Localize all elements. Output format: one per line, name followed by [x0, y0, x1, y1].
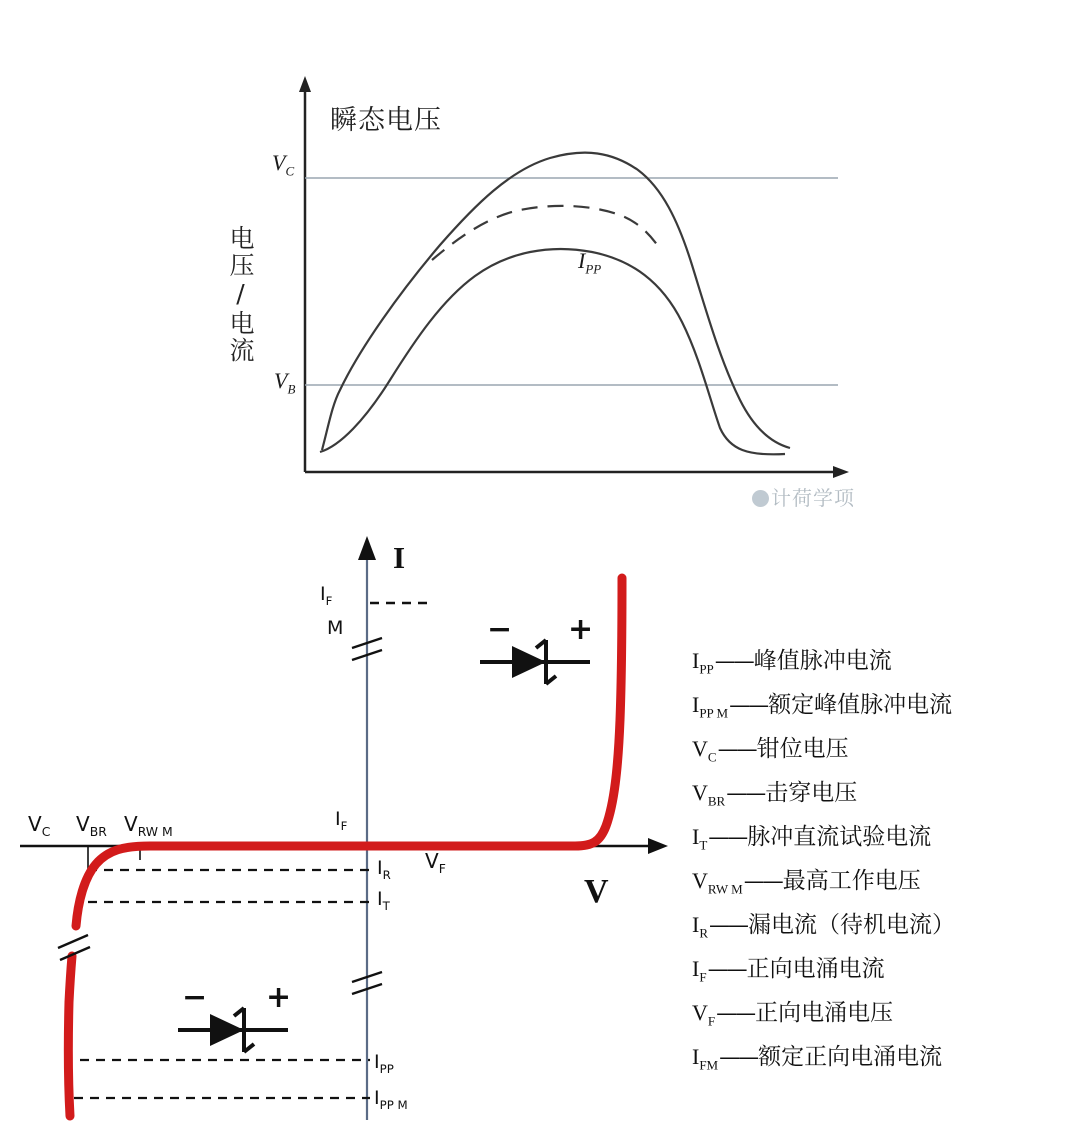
legend-item: [692, 642, 1070, 686]
legend-item: [692, 686, 1070, 730]
vf-label: $V_F$: [425, 849, 446, 876]
legend-text: 峰值脉冲电流: [753, 648, 892, 674]
legend-text: 最高工作电压: [782, 868, 921, 894]
legend-symbol: $V_{RW M}$: [692, 868, 743, 897]
legend-item: [692, 950, 1070, 994]
watermark-logo-icon: [752, 490, 769, 507]
vc-label: $V_C$: [28, 812, 51, 839]
legend-dash: ——: [729, 693, 768, 717]
ipp-label: $I_{PP}$: [374, 1051, 394, 1076]
legend-symbol: $V_F$: [692, 1000, 716, 1029]
ifm-label-second-line: M: [327, 617, 344, 639]
transient-voltage-figure: [200, 60, 880, 510]
legend-text: 正向电涌电流: [746, 956, 885, 982]
watermark: 计荷学项: [752, 482, 855, 511]
legend-text: 额定峰值脉冲电流: [768, 692, 953, 718]
legend-dash: ——: [708, 825, 747, 849]
legend-item: [692, 906, 1070, 950]
iv-current-axis-label: I: [393, 540, 406, 575]
ipp-current-curve: [320, 249, 785, 454]
legend-symbol: $V_C$: [692, 736, 717, 765]
legend-text: 额定正向电涌电流: [758, 1044, 943, 1070]
vc-axis-label: $V_C$: [272, 150, 295, 179]
legend-dash: ——: [714, 649, 753, 673]
legend-text: 正向电涌电压: [755, 1000, 894, 1026]
legend-symbol: $I_{FM}$: [692, 1044, 719, 1073]
legend-text: 脉冲直流试验电流: [747, 824, 932, 850]
polarity-minus-top: −: [487, 612, 513, 647]
legend-item: [692, 730, 1070, 774]
vbr-label: $V_{BR}$: [76, 812, 107, 839]
legend-text: 钳位电压: [756, 736, 849, 762]
legend-symbol: $I_{PP M}$: [692, 692, 729, 721]
polarity-minus-bottom: −: [182, 980, 208, 1015]
top-figure-title: 瞬态电压: [330, 105, 442, 136]
legend-dash: ——: [707, 957, 746, 981]
ipp-curve-label: $I_{PP}$: [578, 248, 602, 277]
top-x-axis-arrow: [833, 466, 849, 478]
vrwm-label: $V_{RW M}$: [124, 812, 173, 839]
legend-dash: ——: [709, 913, 747, 937]
clamped-voltage-dashed-curve: [432, 206, 658, 260]
iv-voltage-axis-label: V: [584, 873, 609, 910]
legend-dash: ——: [743, 869, 782, 893]
ifm-label: $I_F$: [320, 583, 333, 608]
iv-x-axis-arrow: [648, 838, 668, 854]
legend-item: [692, 774, 1070, 818]
top-figure-y-axis-label: 电压/电流: [226, 225, 255, 364]
legend-dash: ——: [726, 781, 765, 805]
legend: [692, 642, 1070, 1082]
legend-dash: ——: [719, 1045, 758, 1069]
transient-voltage-curve: [322, 153, 790, 450]
transient-waveform-svg: [200, 60, 880, 510]
legend-symbol: $V_{BR}$: [692, 780, 726, 809]
legend-text: 漏电流（待机电流）: [748, 912, 955, 938]
polarity-plus-bottom: +: [266, 980, 292, 1015]
top-y-axis-arrow: [299, 76, 311, 92]
ir-label: $I_R$: [377, 857, 391, 882]
it-label: $I_T$: [377, 888, 390, 913]
legend-item: [692, 862, 1070, 906]
ippm-label: $I_{PP M}$: [374, 1087, 408, 1112]
legend-symbol: $I_{PP}$: [692, 648, 714, 677]
legend-dash: ——: [716, 1001, 755, 1025]
legend-item: [692, 994, 1070, 1038]
legend-symbol: $I_T$: [692, 824, 708, 853]
legend-symbol: $I_F$: [692, 956, 707, 985]
if-label: $I_F$: [335, 808, 348, 833]
legend-item: [692, 818, 1070, 862]
polarity-plus-top: +: [568, 612, 594, 647]
legend-symbol: $I_R$: [692, 912, 708, 941]
iv-y-axis-arrow: [358, 536, 376, 560]
legend-item: [692, 1038, 1070, 1082]
vb-axis-label: $V_B$: [274, 368, 296, 397]
legend-dash: ——: [717, 737, 756, 761]
legend-text: 击穿电压: [765, 780, 858, 806]
